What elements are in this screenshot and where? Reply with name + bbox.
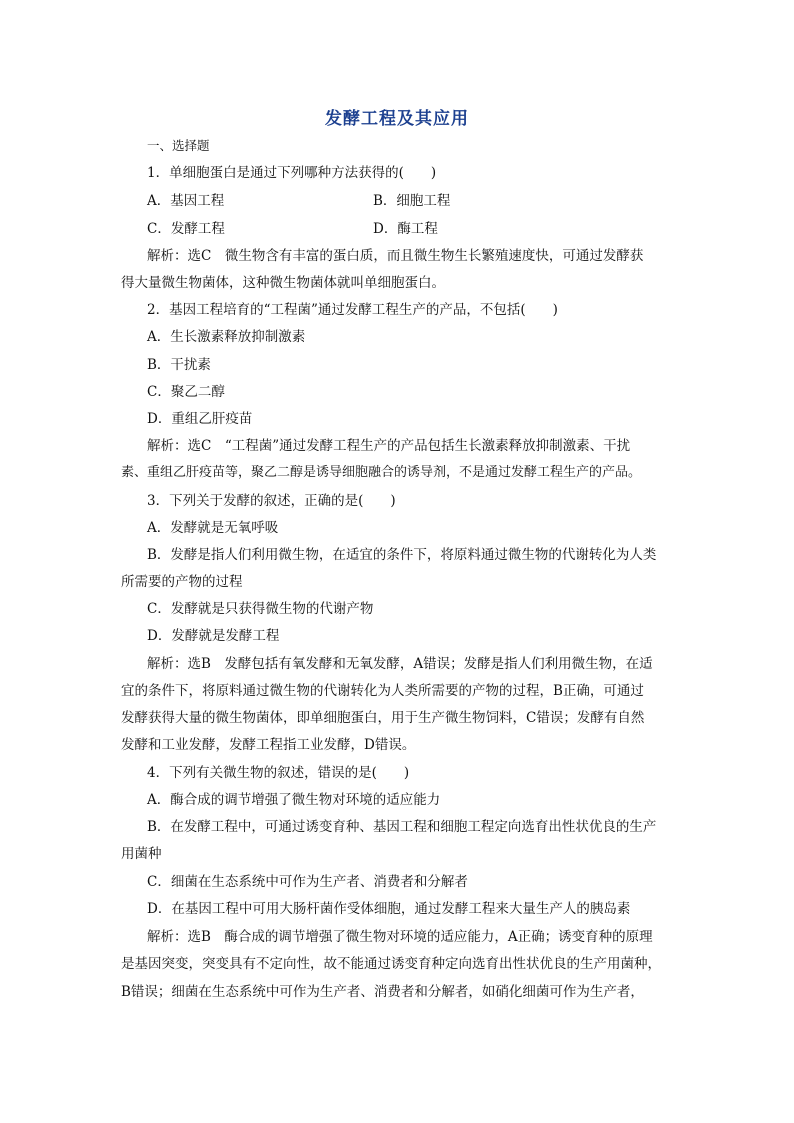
question-2-option-b: B．干扰素 — [147, 357, 211, 373]
question-2-explanation-cont: 素、重组乙肝疫苗等，聚乙二醇是诱导细胞融合的诱导剂，不是通过发酵工程生产的产品。 — [121, 465, 642, 480]
question-1-explanation: 解析：选C 微生物含有丰富的蛋白质，而且微生物生长繁殖速度快，可通过发酵获 — [147, 248, 644, 264]
question-2-option-d: D．重组乙肝疫苗 — [147, 411, 253, 427]
question-4-explanation-cont: B错误；细菌在生态系统中可作为生产者、消费者和分解者，如硝化细菌可作为生产者， — [121, 984, 644, 1000]
question-3-option-c: C．发酵就是只获得微生物的代谢产物 — [147, 601, 374, 617]
question-1-option-a: A．基因工程 — [147, 193, 225, 209]
question-1-option-c: C．发酵工程 — [147, 221, 225, 237]
question-4-explanation: 解析：选B 酶合成的调节增强了微生物对环境的适应能力，A正确；诱变育种的原理 — [147, 929, 653, 945]
question-1-stem: 1．单细胞蛋白是通过下列哪种方法获得的( ) — [147, 165, 437, 181]
question-4-explanation-cont: 是基因突变，突变具有不定向性，故不能通过诱变育种定向选育出性状优良的生产用菌种， — [121, 956, 661, 972]
question-3-explanation-cont: 宜的条件下，将原料通过微生物的代谢转化为人类所需要的产物的过程，B正确，可通过 — [121, 683, 644, 699]
question-3-stem: 3．下列关于发酵的叙述，正确的是( ) — [147, 493, 396, 509]
question-1-option-d: D．酶工程 — [373, 221, 438, 237]
question-4-stem: 4．下列有关微生物的叙述，错误的是( ) — [147, 765, 410, 781]
question-4-option-a: A．酶合成的调节增强了微生物对环境的适应能力 — [147, 792, 441, 808]
question-1-explanation-cont: 得大量微生物菌体，这种微生物菌体就叫单细胞蛋白。 — [121, 275, 445, 291]
question-4-option-b-cont: 用菌种 — [121, 846, 162, 862]
question-4-option-d: D．在基因工程中可用大肠杆菌作受体细胞，通过发酵工程来大量生产人的胰岛素 — [147, 901, 631, 917]
section-heading: 一、选择题 — [147, 138, 210, 153]
question-3-explanation-cont: 发酵和工业发酵，发酵工程指工业发酵，D错误。 — [121, 737, 416, 753]
question-3-option-b: B．发酵是指人们利用微生物，在适宜的条件下，将原料通过微生物的代谢转化为人类 — [147, 547, 657, 563]
question-2-explanation: 解析：选C “工程菌”通过发酵工程生产的产品包括生长激素释放抑制激素、干扰 — [147, 438, 631, 454]
question-1-option-b: B．细胞工程 — [373, 193, 451, 209]
question-4-option-b: B．在发酵工程中，可通过诱变育种、基因工程和细胞工程定向选育出性状优良的生产 — [147, 819, 657, 835]
question-3-explanation-cont: 发酵获得大量的微生物菌体，即单细胞蛋白，用于生产微生物饲料，C错误；发酵有自然 — [121, 710, 645, 726]
question-3-option-d: D．发酵就是发酵工程 — [147, 628, 280, 644]
question-3-option-a: A．发酵就是无氧呼吸 — [147, 520, 279, 536]
question-3-option-b-cont: 所需要的产物的过程 — [121, 574, 243, 590]
page-title: 发酵工程及其应用 — [325, 109, 469, 129]
question-2-option-c: C．聚乙二醇 — [147, 384, 225, 400]
question-2-option-a: A．生长激素释放抑制激素 — [147, 329, 306, 345]
question-3-explanation: 解析：选B 发酵包括有氧发酵和无氧发酵，A错误；发酵是指人们利用微生物，在适 — [147, 656, 653, 672]
question-4-option-c: C．细菌在生态系统中可作为生产者、消费者和分解者 — [147, 874, 468, 890]
question-2-stem: 2．基因工程培育的“工程菌”通过发酵工程生产的产品，不包括( ) — [147, 302, 558, 318]
